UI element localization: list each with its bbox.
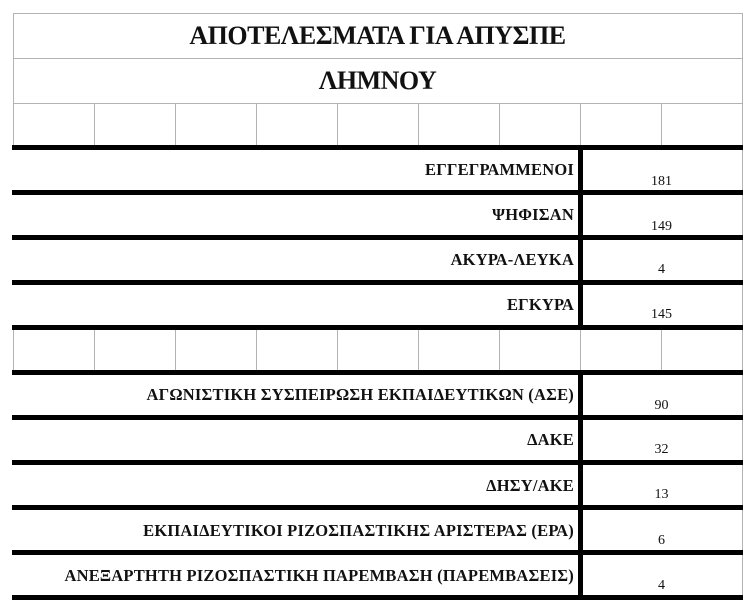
border-line bbox=[12, 415, 743, 420]
grid-line bbox=[661, 103, 662, 147]
row-value: 13 bbox=[654, 487, 669, 502]
row-value: 6 bbox=[658, 533, 665, 548]
grid-line bbox=[13, 58, 743, 59]
border-line bbox=[12, 460, 743, 465]
border-line bbox=[12, 190, 743, 195]
grid-line bbox=[94, 103, 95, 147]
grid-line bbox=[175, 103, 176, 147]
grid-line bbox=[499, 330, 500, 372]
border-line bbox=[12, 235, 743, 240]
page-subtitle: ΛΗΜΝΟΥ bbox=[318, 66, 437, 95]
grid-line bbox=[661, 330, 662, 372]
row-value: 90 bbox=[654, 398, 669, 413]
row-value: 4 bbox=[658, 578, 665, 593]
border-line bbox=[12, 370, 743, 375]
grid-line bbox=[418, 103, 419, 147]
grid-line bbox=[256, 103, 257, 147]
row-label: ΕΓΓΕΓΡΑΜΜΕΝΟΙ bbox=[425, 160, 574, 179]
grid-line bbox=[580, 330, 581, 372]
border-line bbox=[12, 325, 743, 330]
border-line bbox=[12, 595, 743, 600]
page-title: ΑΠΟΤΕΛΕΣΜΑΤΑ ΓΙΑ ΑΠΥΣΠΕ bbox=[189, 21, 566, 50]
grid-line bbox=[175, 330, 176, 372]
border-line bbox=[578, 145, 583, 330]
row-label: ΔΑΚΕ bbox=[527, 430, 574, 449]
row-label: ΨΗΦΙΣΑΝ bbox=[492, 205, 574, 224]
row-label: ΔΗΣΥ/ΑΚΕ bbox=[486, 476, 574, 495]
grid-line bbox=[418, 330, 419, 372]
row-value: 181 bbox=[651, 174, 672, 189]
grid-line bbox=[580, 103, 581, 147]
grid-line bbox=[13, 330, 14, 372]
border-line bbox=[12, 550, 743, 555]
row-value: 4 bbox=[658, 262, 665, 277]
row-label: ΑΝΕΞΑΡΤΗΤΗ ΡΙΖΟΣΠΑΣΤΙΚΗ ΠΑΡΕΜΒΑΣΗ (ΠΑΡΕΜΒΑΣΕΙΣ) bbox=[64, 566, 574, 585]
row-label: ΕΚΠΑΙΔΕΥΤΙΚΟΙ ΡΙΖΟΣΠΑΣΤΙΚΗΣ ΑΡΙΣΤΕΡΑΣ (ΕΡΑ) bbox=[143, 521, 574, 540]
grid-line bbox=[742, 13, 743, 599]
border-line bbox=[578, 370, 583, 600]
grid-line bbox=[13, 103, 743, 104]
row-label: ΕΓΚΥΡΑ bbox=[506, 295, 574, 314]
border-line bbox=[12, 505, 743, 510]
border-line bbox=[12, 280, 743, 285]
grid-line bbox=[337, 103, 338, 147]
row-value: 145 bbox=[651, 307, 672, 322]
row-value: 149 bbox=[651, 219, 672, 234]
row-label: ΑΚΥΡΑ-ΛΕΥΚΑ bbox=[450, 250, 574, 269]
grid-line bbox=[337, 330, 338, 372]
grid-line bbox=[499, 103, 500, 147]
grid-line bbox=[13, 13, 743, 14]
grid-line bbox=[94, 330, 95, 372]
row-value: 32 bbox=[654, 442, 669, 457]
grid-line bbox=[256, 330, 257, 372]
row-label: ΑΓΩΝΙΣΤΙΚΗ ΣΥΣΠΕΙΡΩΣΗ ΕΚΠΑΙΔΕΥΤΙΚΩΝ (ΑΣΕ) bbox=[146, 385, 574, 404]
border-line bbox=[12, 145, 743, 150]
